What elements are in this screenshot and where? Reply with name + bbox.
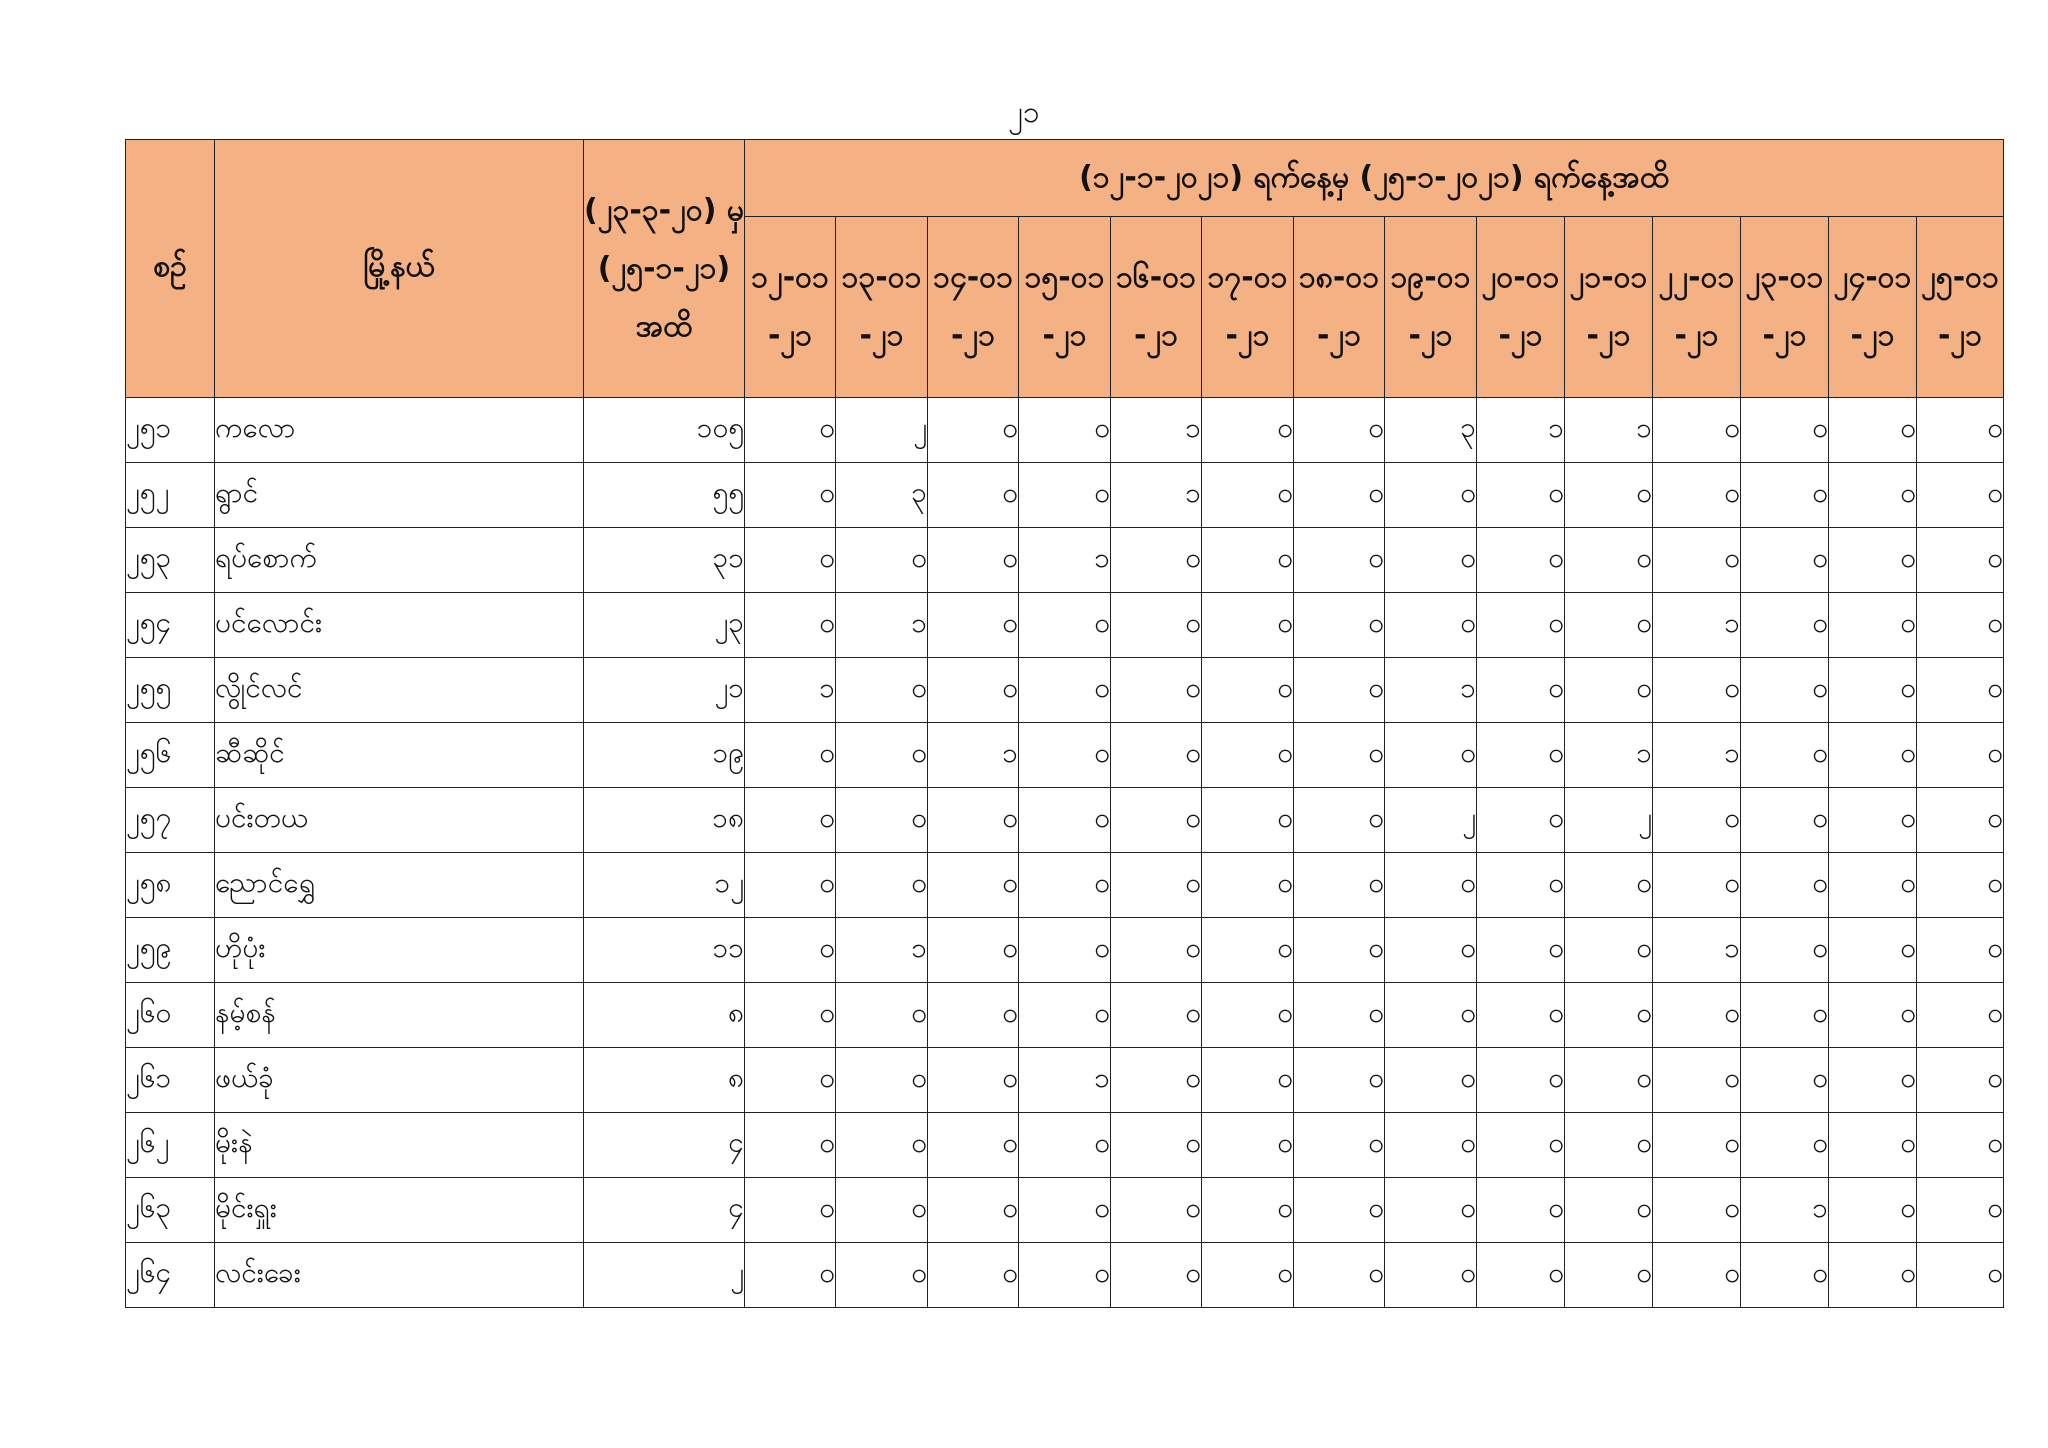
row-cumulative-total: ၁၁: [584, 918, 745, 983]
row-daily-count: ၀: [1829, 1178, 1917, 1243]
row-daily-count: ၀: [1477, 723, 1565, 788]
row-daily-count: ၀: [745, 723, 836, 788]
row-daily-count: ၀: [1653, 853, 1741, 918]
row-daily-count: ၀: [1653, 983, 1741, 1048]
row-daily-count: ၀: [1829, 788, 1917, 853]
row-daily-count: ၀: [928, 593, 1019, 658]
row-cumulative-total: ၁၀၅: [584, 398, 745, 463]
page-number: ၂၁: [1008, 95, 1040, 130]
table-row: [126, 593, 2004, 658]
header-township: မြို့နယ်: [215, 140, 584, 398]
row-daily-count: ၀: [1917, 398, 2004, 463]
row-daily-count: ၁: [1565, 398, 1653, 463]
row-daily-count: ၀: [1565, 658, 1653, 723]
row-daily-count: ၀: [1653, 1178, 1741, 1243]
header-date: ၂၀-၀၁-၂၁: [1477, 217, 1565, 398]
row-daily-count: ၀: [1741, 1113, 1829, 1178]
row-daily-count: ၀: [1294, 853, 1385, 918]
row-daily-count: ၁: [1111, 463, 1202, 528]
row-daily-count: ၀: [1202, 1178, 1294, 1243]
header-date: ၂၅-၀၁-၂၁: [1917, 217, 2004, 398]
row-daily-count: ၀: [1477, 1113, 1565, 1178]
row-serial-number: ၂၅၁: [126, 398, 215, 463]
row-daily-count: ၀: [1477, 1048, 1565, 1113]
row-daily-count: ၀: [1111, 788, 1202, 853]
row-daily-count: ၀: [1917, 918, 2004, 983]
row-daily-count: ၀: [1294, 528, 1385, 593]
row-daily-count: ၀: [1202, 983, 1294, 1048]
row-daily-count: ၀: [1917, 723, 2004, 788]
row-daily-count: ၀: [1917, 983, 2004, 1048]
row-daily-count: ၀: [1202, 593, 1294, 658]
row-daily-count: ၀: [836, 983, 928, 1048]
row-daily-count: ၀: [836, 1178, 928, 1243]
row-daily-count: ၀: [1111, 983, 1202, 1048]
table-row: [126, 723, 2004, 788]
row-daily-count: ၀: [1202, 918, 1294, 983]
table-row: [126, 1048, 2004, 1113]
header-cumulative-total: (၂၃-၃-၂၀) မှ (၂၅-၁-၂၁) အထိ: [584, 140, 745, 398]
row-daily-count: ၀: [1653, 788, 1741, 853]
row-serial-number: ၂၅၈: [126, 853, 215, 918]
row-serial-number: ၂၅၃: [126, 528, 215, 593]
row-daily-count: ၀: [928, 1113, 1019, 1178]
row-daily-count: ၀: [1111, 723, 1202, 788]
row-daily-count: ၀: [1829, 1243, 1917, 1308]
table-row: [126, 853, 2004, 918]
row-daily-count: ၀: [1477, 528, 1565, 593]
row-daily-count: ၀: [1829, 658, 1917, 723]
row-daily-count: ၀: [1294, 723, 1385, 788]
row-daily-count: ၀: [1477, 918, 1565, 983]
row-serial-number: ၂၅၆: [126, 723, 215, 788]
row-daily-count: ၀: [1385, 1243, 1477, 1308]
row-cumulative-total: ၄: [584, 1178, 745, 1243]
row-township-name: လင်းခေး: [215, 1243, 584, 1308]
row-daily-count: ၀: [1829, 398, 1917, 463]
header-date: ၁၅-၀၁-၂၁: [1019, 217, 1111, 398]
row-daily-count: ၀: [928, 1243, 1019, 1308]
row-daily-count: ၀: [1565, 528, 1653, 593]
row-daily-count: ၀: [745, 788, 836, 853]
row-daily-count: ၀: [1741, 398, 1829, 463]
row-daily-count: ၀: [1294, 1178, 1385, 1243]
table-row: [126, 983, 2004, 1048]
row-daily-count: ၀: [1741, 788, 1829, 853]
row-daily-count: ၀: [1477, 788, 1565, 853]
row-daily-count: ၀: [1477, 658, 1565, 723]
row-cumulative-total: ၂၃: [584, 593, 745, 658]
row-daily-count: ၀: [1565, 593, 1653, 658]
row-daily-count: ၀: [1202, 658, 1294, 723]
row-daily-count: ၀: [1019, 788, 1111, 853]
row-daily-count: ၀: [1202, 1048, 1294, 1113]
row-daily-count: ၀: [1917, 528, 2004, 593]
row-daily-count: ၀: [745, 1048, 836, 1113]
row-daily-count: ၀: [928, 1048, 1019, 1113]
row-daily-count: ၀: [1741, 528, 1829, 593]
table-row: [126, 918, 2004, 983]
header-date: ၁၇-၀၁-၂၁: [1202, 217, 1294, 398]
row-daily-count: ၀: [1653, 528, 1741, 593]
row-daily-count: ၀: [836, 1048, 928, 1113]
table-row: [126, 1113, 2004, 1178]
row-daily-count: ၀: [1385, 1048, 1477, 1113]
row-daily-count: ၀: [745, 1113, 836, 1178]
row-daily-count: ၀: [1565, 918, 1653, 983]
row-daily-count: ၀: [745, 463, 836, 528]
row-daily-count: ၀: [1741, 918, 1829, 983]
row-daily-count: ၀: [1917, 1178, 2004, 1243]
row-daily-count: ၀: [1111, 658, 1202, 723]
row-daily-count: ၀: [1829, 1113, 1917, 1178]
header-date: ၁၆-၀၁-၂၁: [1111, 217, 1202, 398]
row-daily-count: ၀: [1653, 398, 1741, 463]
row-daily-count: ၀: [1385, 918, 1477, 983]
row-daily-count: ၀: [1741, 658, 1829, 723]
row-daily-count: ၀: [1385, 528, 1477, 593]
row-daily-count: ၀: [1111, 1243, 1202, 1308]
row-daily-count: ၀: [1741, 723, 1829, 788]
row-daily-count: ၁: [928, 723, 1019, 788]
row-serial-number: ၂၅၂: [126, 463, 215, 528]
row-daily-count: ၀: [1653, 1048, 1741, 1113]
row-daily-count: ၀: [836, 723, 928, 788]
row-daily-count: ၀: [745, 983, 836, 1048]
row-daily-count: ၀: [928, 918, 1019, 983]
row-daily-count: ၀: [1741, 853, 1829, 918]
row-daily-count: ၀: [1829, 593, 1917, 658]
row-daily-count: ၀: [745, 1178, 836, 1243]
row-daily-count: ၀: [1111, 1113, 1202, 1178]
row-township-name: မိုင်းရှူး: [215, 1178, 584, 1243]
row-daily-count: ၀: [1294, 1113, 1385, 1178]
row-daily-count: ၁: [1385, 658, 1477, 723]
row-daily-count: ၀: [1019, 1243, 1111, 1308]
row-daily-count: ၀: [1202, 853, 1294, 918]
row-township-name: ညောင်ရွှေ: [215, 853, 584, 918]
row-daily-count: ၀: [1385, 593, 1477, 658]
row-serial-number: ၂၅၄: [126, 593, 215, 658]
row-serial-number: ၂၆၁: [126, 1048, 215, 1113]
row-daily-count: ၁: [1653, 918, 1741, 983]
table-body: [126, 398, 2004, 1308]
row-township-name: လွိုင်လင်: [215, 658, 584, 723]
row-daily-count: ၀: [1477, 853, 1565, 918]
row-daily-count: ၀: [1202, 1243, 1294, 1308]
row-daily-count: ၀: [1294, 658, 1385, 723]
row-daily-count: ၁: [1019, 1048, 1111, 1113]
row-cumulative-total: ၈: [584, 1048, 745, 1113]
row-cumulative-total: ၂၁: [584, 658, 745, 723]
row-daily-count: ၀: [1019, 593, 1111, 658]
row-township-name: နမ့်စန်: [215, 983, 584, 1048]
covid-cases-table: [125, 139, 2004, 1308]
row-daily-count: ၀: [745, 398, 836, 463]
row-daily-count: ၀: [1202, 398, 1294, 463]
row-daily-count: ၀: [1829, 918, 1917, 983]
row-daily-count: ၀: [1202, 528, 1294, 593]
row-daily-count: ၀: [928, 788, 1019, 853]
row-daily-count: ၀: [928, 528, 1019, 593]
row-daily-count: ၀: [745, 853, 836, 918]
row-daily-count: ၀: [1019, 463, 1111, 528]
row-daily-count: ၀: [1741, 463, 1829, 528]
header-date: ၁၉-၀၁-၂၁: [1385, 217, 1477, 398]
row-daily-count: ၀: [1111, 918, 1202, 983]
row-daily-count: ၀: [1385, 723, 1477, 788]
row-daily-count: ၀: [1202, 723, 1294, 788]
row-daily-count: ၀: [1385, 1178, 1477, 1243]
row-daily-count: ၀: [1294, 918, 1385, 983]
row-daily-count: ၀: [928, 853, 1019, 918]
row-daily-count: ၀: [1294, 983, 1385, 1048]
row-daily-count: ၀: [836, 658, 928, 723]
header-date: ၂၃-၀၁-၂၁: [1741, 217, 1829, 398]
row-daily-count: ၀: [1019, 918, 1111, 983]
row-daily-count: ၂: [836, 398, 928, 463]
row-serial-number: ၂၅၉: [126, 918, 215, 983]
row-daily-count: ၀: [1477, 593, 1565, 658]
row-cumulative-total: ၈: [584, 983, 745, 1048]
row-daily-count: ၀: [1019, 658, 1111, 723]
row-daily-count: ၀: [1829, 983, 1917, 1048]
row-daily-count: ၀: [1565, 853, 1653, 918]
header-serial: စဉ်: [126, 140, 215, 398]
row-daily-count: ၀: [1111, 1178, 1202, 1243]
row-daily-count: ၀: [1565, 1113, 1653, 1178]
row-serial-number: ၂၆၀: [126, 983, 215, 1048]
header-date: ၂၂-၀၁-၂၁: [1653, 217, 1741, 398]
row-cumulative-total: ၄: [584, 1113, 745, 1178]
row-daily-count: ၀: [836, 528, 928, 593]
row-daily-count: ၀: [1385, 463, 1477, 528]
row-daily-count: ၀: [1385, 1113, 1477, 1178]
table-row: [126, 1178, 2004, 1243]
row-township-name: ဆီဆိုင်: [215, 723, 584, 788]
row-daily-count: ၀: [836, 788, 928, 853]
row-township-name: ဖယ်ခုံ: [215, 1048, 584, 1113]
row-daily-count: ၀: [1294, 593, 1385, 658]
row-daily-count: ၀: [1019, 1178, 1111, 1243]
row-daily-count: ၀: [1917, 1048, 2004, 1113]
row-daily-count: ၂: [1565, 788, 1653, 853]
row-daily-count: ၁: [1477, 398, 1565, 463]
row-cumulative-total: ၃၁: [584, 528, 745, 593]
row-daily-count: ၀: [1741, 593, 1829, 658]
header-date: ၁၄-၀၁-၂၁: [928, 217, 1019, 398]
row-daily-count: ၀: [836, 1113, 928, 1178]
row-daily-count: ၀: [1019, 723, 1111, 788]
header-date: ၁၈-၀၁-၂၁: [1294, 217, 1385, 398]
row-daily-count: ၀: [1653, 658, 1741, 723]
row-daily-count: ၁: [1653, 723, 1741, 788]
row-daily-count: ၀: [1829, 463, 1917, 528]
row-daily-count: ၀: [745, 593, 836, 658]
table-header: [126, 140, 2004, 398]
row-daily-count: ၁: [836, 593, 928, 658]
row-daily-count: ၀: [928, 1178, 1019, 1243]
row-daily-count: ၀: [1741, 1243, 1829, 1308]
header-date: ၂၁-၀၁-၂၁: [1565, 217, 1653, 398]
row-daily-count: ၀: [1019, 1113, 1111, 1178]
row-daily-count: ၀: [1477, 1243, 1565, 1308]
row-serial-number: ၂၆၂: [126, 1113, 215, 1178]
row-daily-count: ၀: [836, 853, 928, 918]
row-daily-count: ၀: [1653, 463, 1741, 528]
row-township-name: မိုးနဲ: [215, 1113, 584, 1178]
table-row: [126, 658, 2004, 723]
row-daily-count: ၀: [1202, 1113, 1294, 1178]
row-daily-count: ၀: [1917, 788, 2004, 853]
row-serial-number: ၂၅၅: [126, 658, 215, 723]
row-daily-count: ၀: [928, 398, 1019, 463]
row-daily-count: ၀: [1829, 1048, 1917, 1113]
row-daily-count: ၀: [836, 1243, 928, 1308]
row-cumulative-total: ၂: [584, 1243, 745, 1308]
row-serial-number: ၂၅၇: [126, 788, 215, 853]
row-serial-number: ၂၆၄: [126, 1243, 215, 1308]
table-row: [126, 463, 2004, 528]
row-daily-count: ၀: [1294, 1243, 1385, 1308]
row-daily-count: ၀: [1741, 983, 1829, 1048]
row-daily-count: ၀: [1917, 1243, 2004, 1308]
row-daily-count: ၀: [1565, 1048, 1653, 1113]
row-daily-count: ၀: [1829, 528, 1917, 593]
row-daily-count: ၀: [1111, 528, 1202, 593]
row-cumulative-total: ၁၂: [584, 853, 745, 918]
row-daily-count: ၀: [1477, 983, 1565, 1048]
row-cumulative-total: ၅၅: [584, 463, 745, 528]
row-daily-count: ၀: [1917, 593, 2004, 658]
row-daily-count: ၀: [1477, 1178, 1565, 1243]
row-township-name: ရပ်စောက်: [215, 528, 584, 593]
row-daily-count: ၀: [1294, 788, 1385, 853]
row-daily-count: ၀: [1111, 853, 1202, 918]
row-township-name: ပင်းတယ: [215, 788, 584, 853]
row-daily-count: ၀: [1917, 853, 2004, 918]
row-daily-count: ၀: [1653, 1243, 1741, 1308]
row-daily-count: ၁: [745, 658, 836, 723]
row-daily-count: ၀: [1019, 398, 1111, 463]
row-township-name: ကလော: [215, 398, 584, 463]
row-daily-count: ၀: [1294, 1048, 1385, 1113]
row-daily-count: ၀: [1653, 1113, 1741, 1178]
row-township-name: ရွာင်: [215, 463, 584, 528]
table-row: [126, 398, 2004, 463]
row-daily-count: ၀: [1019, 853, 1111, 918]
row-daily-count: ၀: [745, 918, 836, 983]
row-daily-count: ၀: [1294, 463, 1385, 528]
table-row: [126, 1243, 2004, 1308]
row-daily-count: ၁: [1741, 1178, 1829, 1243]
row-daily-count: ၀: [1917, 658, 2004, 723]
row-daily-count: ၀: [1385, 853, 1477, 918]
row-daily-count: ၀: [1829, 853, 1917, 918]
table-row: [126, 788, 2004, 853]
row-daily-count: ၀: [928, 463, 1019, 528]
row-daily-count: ၀: [1202, 788, 1294, 853]
row-daily-count: ၂: [1385, 788, 1477, 853]
header-date: ၂၄-၀၁-၂၁: [1829, 217, 1917, 398]
row-daily-count: ၀: [745, 1243, 836, 1308]
row-daily-count: ၀: [928, 658, 1019, 723]
row-serial-number: ၂၆၃: [126, 1178, 215, 1243]
row-township-name: ပင်လောင်း: [215, 593, 584, 658]
row-daily-count: ၃: [1385, 398, 1477, 463]
row-daily-count: ၀: [928, 983, 1019, 1048]
row-daily-count: ၀: [1829, 723, 1917, 788]
row-daily-count: ၀: [1294, 398, 1385, 463]
row-daily-count: ၀: [745, 528, 836, 593]
row-daily-count: ၁: [1565, 723, 1653, 788]
header-date: ၁၂-၀၁-၂၁: [745, 217, 836, 398]
row-daily-count: ၁: [1019, 528, 1111, 593]
table-row: [126, 528, 2004, 593]
row-daily-count: ၀: [1477, 463, 1565, 528]
row-daily-count: ၁: [1111, 398, 1202, 463]
row-daily-count: ၀: [1019, 983, 1111, 1048]
row-cumulative-total: ၁၈: [584, 788, 745, 853]
row-daily-count: ၀: [1565, 1243, 1653, 1308]
row-daily-count: ၀: [1565, 463, 1653, 528]
row-township-name: ဟိုပုံး: [215, 918, 584, 983]
row-daily-count: ၃: [836, 463, 928, 528]
row-daily-count: ၀: [1741, 1048, 1829, 1113]
row-daily-count: ၀: [1565, 983, 1653, 1048]
row-daily-count: ၀: [1917, 1113, 2004, 1178]
row-daily-count: ၀: [1917, 463, 2004, 528]
header-date: ၁၃-၀၁-၂၁: [836, 217, 928, 398]
row-daily-count: ၀: [1385, 983, 1477, 1048]
row-daily-count: ၀: [1111, 593, 1202, 658]
row-daily-count: ၀: [1565, 1178, 1653, 1243]
row-daily-count: ၀: [1111, 1048, 1202, 1113]
row-daily-count: ၁: [1653, 593, 1741, 658]
header-period: (၁၂-၁-၂၀၂၁) ရက်နေ့မှ (၂၅-၁-၂၀၂၁) ရက်နေ့အထိ: [745, 140, 2004, 217]
row-daily-count: ၀: [1202, 463, 1294, 528]
row-cumulative-total: ၁၉: [584, 723, 745, 788]
row-daily-count: ၁: [836, 918, 928, 983]
